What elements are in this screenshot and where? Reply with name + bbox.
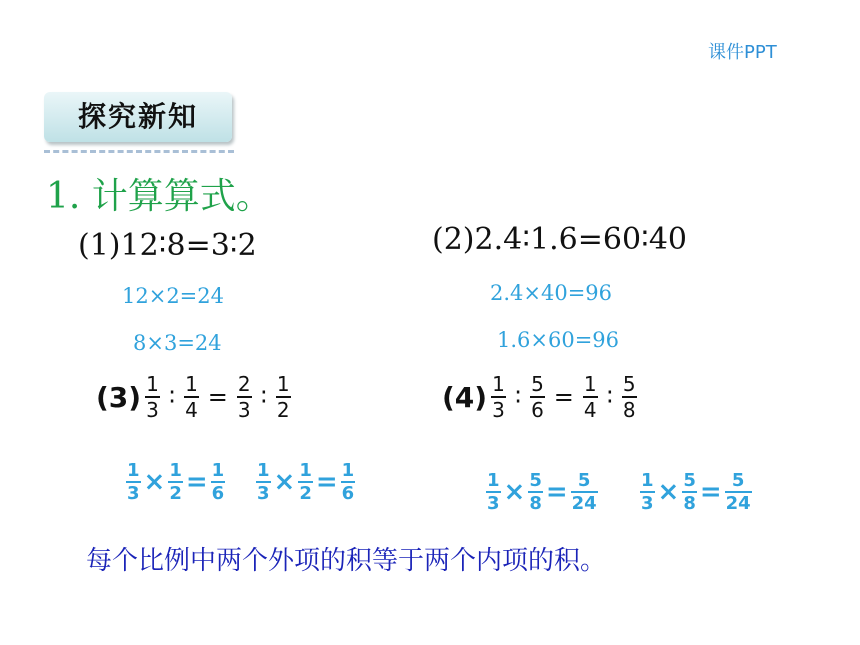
operator: =: [699, 477, 722, 507]
operator: ×: [657, 477, 680, 507]
item-1-calc-1: 12×2=24: [122, 284, 224, 308]
item-2-ratio: 2.4∶1.6=60∶40: [474, 222, 688, 257]
fraction: $\frac{5}{24}$: [571, 470, 597, 514]
fraction: $\frac{1}{3}$: [257, 460, 270, 504]
section-badge: 探究新知: [44, 92, 232, 142]
item-3-equation: [96, 372, 293, 422]
operator: ×: [503, 477, 526, 507]
watermark: 课件PPT: [708, 42, 777, 63]
item-1-ratio: 12∶8=3∶2: [120, 228, 257, 263]
fraction: $\frac{1}{2}$: [276, 372, 290, 422]
operator: ∶: [514, 383, 522, 411]
item-3-product-1: [124, 460, 227, 504]
item-4-product-2: [638, 470, 754, 514]
operator: ∶: [168, 383, 176, 411]
item-3-label: (3): [96, 380, 142, 414]
fraction: $\frac{1}{2}$: [299, 460, 312, 504]
item-1-equation: [78, 228, 257, 263]
item-4-product-1: [484, 470, 600, 514]
fraction: $\frac{1}{6}$: [341, 460, 355, 504]
fraction: $\frac{1}{4}$: [583, 372, 597, 422]
fraction: $\frac{5}{8}$: [529, 470, 542, 514]
operator: ×: [143, 467, 166, 497]
operator: ×: [273, 467, 296, 497]
item-2-calc-1: 2.4×40=96: [490, 281, 613, 305]
item-1-label: (1): [78, 228, 121, 263]
item-4-equation: [442, 372, 639, 422]
fraction: $\frac{2}{3}$: [237, 372, 251, 422]
item-2-calc-2: 1.6×60=96: [497, 328, 620, 352]
fraction: $\frac{1}{4}$: [185, 372, 198, 422]
fraction: $\frac{5}{8}$: [622, 372, 636, 422]
fraction: $\frac{1}{3}$: [146, 372, 159, 422]
operator: =: [315, 467, 338, 497]
fraction: $\frac{1}{3}$: [492, 372, 505, 422]
fraction: $\frac{1}{6}$: [211, 460, 225, 504]
fraction: $\frac{1}{3}$: [127, 460, 140, 504]
operator: =: [185, 467, 208, 497]
item-3-product-2: [254, 460, 357, 504]
operator: =: [545, 477, 568, 507]
item-4-label: (4): [442, 380, 488, 414]
fraction: $\frac{1}{3}$: [641, 470, 654, 514]
item-1-calc-2: 8×3=24: [133, 331, 222, 355]
operator: =: [207, 383, 228, 411]
conclusion-text: 每个比例中两个外项的积等于两个内项的积。: [86, 546, 607, 576]
fraction: $\frac{5}{24}$: [725, 470, 751, 514]
exercise-heading: 1. 计算算式。: [46, 176, 272, 217]
fraction: $\frac{5}{8}$: [683, 470, 696, 514]
operator: ∶: [260, 383, 267, 411]
dashed-divider: [44, 150, 234, 153]
operator: =: [553, 383, 574, 411]
item-2-label: (2): [432, 222, 475, 257]
fraction: $\frac{1}{3}$: [487, 470, 500, 514]
operator: ∶: [606, 383, 613, 411]
fraction: $\frac{1}{2}$: [169, 460, 182, 504]
item-2-equation: [432, 222, 687, 257]
fraction: $\frac{5}{6}$: [531, 372, 544, 422]
